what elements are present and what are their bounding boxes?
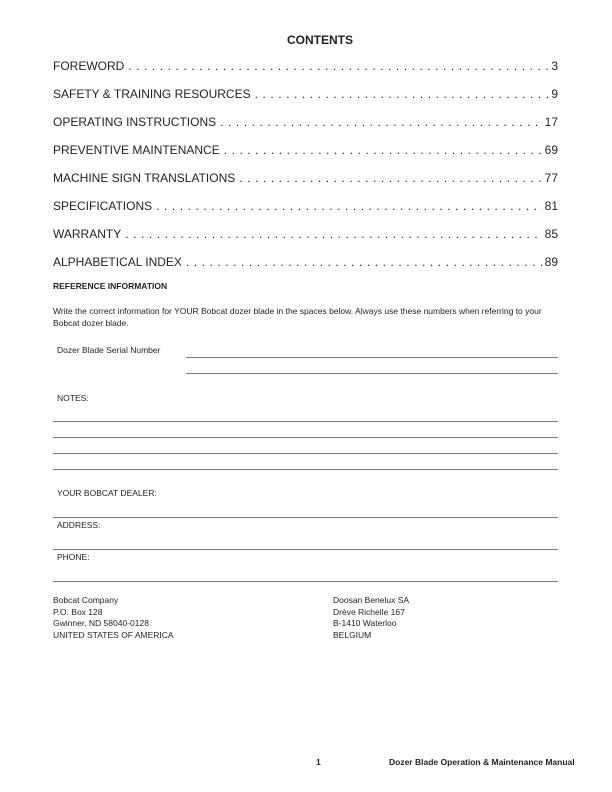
- address-line: P.O. Box 128: [53, 606, 103, 617]
- toc-entry-safety[interactable]: [53, 87, 558, 115]
- toc-entry-label: ALPHABETICAL INDEX: [53, 255, 182, 269]
- toc-entry-page: 77: [544, 171, 558, 185]
- bobcat-company-address: [53, 595, 174, 641]
- notes-line-3[interactable]: [53, 453, 558, 454]
- dot-leader: [125, 227, 542, 241]
- address-line: B-1410 Waterloo: [333, 618, 397, 628]
- serial-number-line-2[interactable]: [186, 373, 558, 374]
- toc-entry-operating[interactable]: [53, 115, 558, 143]
- address-line: Gwinner, ND 58040-0128: [53, 618, 149, 628]
- address-line: Drève Richelle 167: [333, 606, 405, 617]
- address-line[interactable]: [53, 549, 558, 550]
- address-line: BELGIUM: [333, 629, 372, 640]
- toc-entry-label: MACHINE SIGN TRANSLATIONS: [53, 171, 236, 185]
- notes-label: NOTES:: [57, 393, 89, 403]
- notes-line-4[interactable]: [53, 469, 558, 470]
- toc-entry-index[interactable]: [53, 255, 558, 283]
- toc-entry-label: PREVENTIVE MAINTENANCE: [53, 143, 220, 157]
- doosan-benelux-address: [333, 595, 409, 641]
- toc-entry-page: 17: [544, 115, 558, 129]
- reference-instructions: Write the correct information for YOUR Bobcat dozer blade in the spaces below. Always use these numbers when referring to your Bobcat dozer blade.: [53, 306, 542, 328]
- dealer-label: YOUR BOBCAT DEALER:: [57, 488, 157, 498]
- dot-leader: [239, 171, 542, 185]
- dot-leader: [220, 115, 543, 129]
- toc-entry-page: 89: [544, 255, 558, 269]
- toc-entry-maintenance[interactable]: [53, 143, 558, 171]
- dot-leader: [128, 59, 549, 73]
- phone-line[interactable]: [53, 581, 558, 582]
- address-line: UNITED STATES OF AMERICA: [53, 629, 174, 640]
- serial-number-line-1[interactable]: [186, 357, 558, 358]
- page-number: 1: [316, 757, 321, 767]
- toc-entry-page: 9: [551, 87, 558, 101]
- contents-title: CONTENTS: [287, 33, 353, 47]
- table-of-contents: [53, 59, 558, 283]
- dot-leader: [255, 87, 550, 101]
- address-line: Doosan Benelux SA: [333, 595, 410, 605]
- dot-leader: [156, 199, 543, 213]
- reference-heading: REFERENCE INFORMATION: [53, 281, 168, 291]
- address-label: ADDRESS:: [57, 520, 101, 530]
- dot-leader: [186, 255, 543, 269]
- toc-entry-label: SPECIFICATIONS: [53, 199, 153, 213]
- toc-entry-warranty[interactable]: [53, 227, 558, 255]
- toc-entry-page: 81: [544, 199, 558, 213]
- toc-entry-label: FOREWORD: [53, 59, 125, 73]
- toc-entry-specifications[interactable]: [53, 199, 558, 227]
- toc-entry-label: SAFETY & TRAINING RESOURCES: [53, 87, 251, 101]
- toc-entry-page: 3: [551, 59, 558, 73]
- toc-entry-label: WARRANTY: [53, 227, 122, 241]
- toc-entry-label: OPERATING INSTRUCTIONS: [53, 115, 217, 129]
- manual-title: Dozer Blade Operation & Maintenance Manual: [389, 757, 575, 767]
- serial-number-label: Dozer Blade Serial Number: [57, 345, 161, 355]
- notes-line-2[interactable]: [53, 437, 558, 438]
- toc-entry-foreword[interactable]: [53, 59, 558, 87]
- toc-entry-page: 85: [544, 227, 558, 241]
- address-line: Bobcat Company: [53, 595, 119, 605]
- phone-label: PHONE:: [57, 552, 90, 562]
- toc-entry-sign-translations[interactable]: [53, 171, 558, 199]
- dealer-line[interactable]: [53, 517, 558, 518]
- toc-entry-page: 69: [544, 143, 558, 157]
- dot-leader: [224, 143, 543, 157]
- notes-line-1[interactable]: [53, 421, 558, 422]
